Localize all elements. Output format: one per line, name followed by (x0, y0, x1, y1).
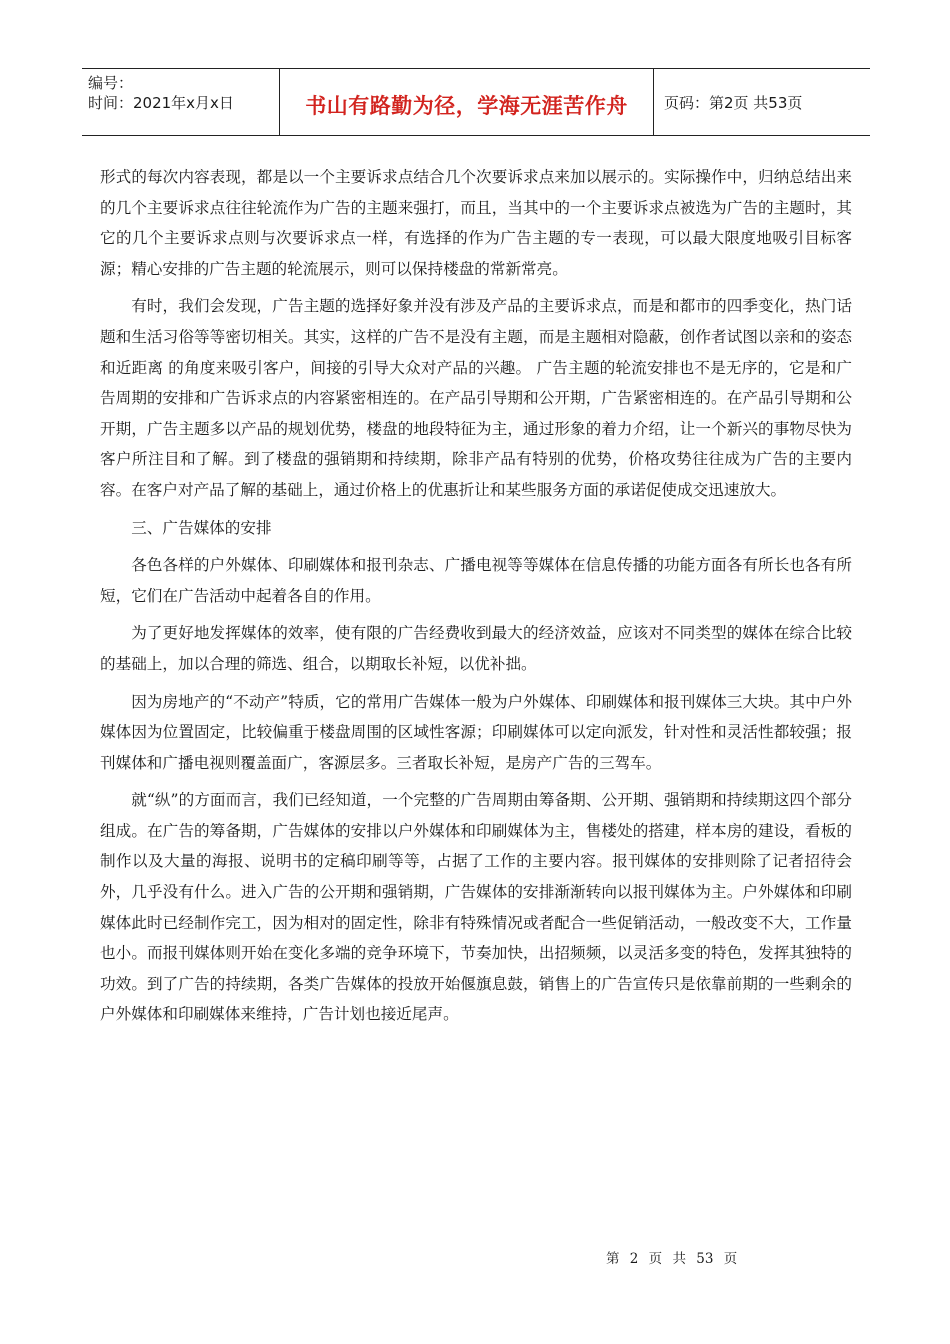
document-body (100, 162, 852, 1037)
motto-text: 书山有路勤为径，学海无涯苦作舟 (305, 94, 628, 118)
section-heading: 三、广告媒体的安排 (131, 518, 272, 537)
paragraph: 各色各样的户外媒体、印刷媒体和报刊杂志、广播电视等等媒体在信息传播的功能方面各有所长也各有所短，它们在广告活动中起着各自的作用。 (100, 556, 852, 605)
header-motto (280, 69, 654, 135)
serial-number-label: 编号： (88, 74, 134, 92)
page-header (82, 68, 870, 136)
paragraph: 为了更好地发挥媒体的效率，使有限的广告经费收到最大的经济效益，应该对不同类型的媒体在综合比较的基础上，加以合理的筛选、组合，以期取长补短，以优补拙。 (100, 624, 852, 673)
paragraph: 就“纵”的方面而言，我们已经知道，一个完整的广告周期由筹备期、公开期、强销期和持续期这四个部分组成。在广告的筹备期，广告媒体的安排以户外媒体和印刷媒体为主，售楼处的搭建，样本房的建设，看板的制作以及大量的海报、说明书的定稿印刷等等，占据了工作的主要内容。报刊媒体的安排则除了记者招待会外，几乎没有什么。进入广告的公开期和强销期，广告媒体的安排渐渐转向以报刊媒体为主。户外媒体和印刷媒体此时已经制作完工，因为相对的固定性，除非有特殊情况或者配合一些促销活动，一般改变不大，工作量也小。而报刊媒体则开始在变化多端的竞争环境下，节奏加快，出招频频，以灵活多变的特色，发挥其独特的功效。到了广告的持续期，各类广告媒体的投放开始偃旗息鼓，销售上的广告宣传只是依靠前期的一些剩余的户外媒体和印刷媒体来维持，广告计划也接近尾声。 (100, 791, 852, 1024)
page-footer (606, 1247, 737, 1267)
paragraph: 有时，我们会发现，广告主题的选择好象并没有涉及产品的主要诉求点，而是和都市的四季变化，热门话题和生活习俗等等密切相关。其实，这样的广告不是没有主题，而是主题相对隐蔽，创作者试图以亲和的姿态和近距离 的角度来吸引客户，间接的引导大众对产品的兴趣。 广告主题的轮流安排也不是无序的，它是和广告周期的安排和广告诉求点的内容紧密相连的。在产品引导期和公开期，广告紧密相连的。在产品引导期和公开期，广告主题多以产品的规划优势，楼盘的地段特征为主，通过形象的着力介绍，让一个新兴的事物尽快为客户所注目和了解。到了楼盘的强销期和持续期，除非产品有特别的优势，价格攻势往往成为广告的主要内容。在客户对产品了解的基础上，通过价格上的优惠折让和某些服务方面的承诺促使成交迅速放大。 (100, 297, 852, 499)
paragraph: 形式的每次内容表现，都是以一个主要诉求点结合几个次要诉求点来加以展示的。实际操作中，归纳总结出来的几个主要诉求点往往轮流作为广告的主题来强打，而且，当其中的一个主要诉求点被选为广告的主题时，其它的几个主要诉求点则与次要诉求点一样，有选择的作为广告主题的专一表现，可以最大限度地吸引目标客源；精心安排的广告主题的轮流展示，则可以保持楼盘的常新常亮。 (100, 168, 852, 278)
date-label: 时间：2021年x月x日 (88, 94, 234, 112)
paragraph: 因为房地产的“不动产”特质，它的常用广告媒体一般为户外媒体、印刷媒体和报刊媒体三大块。其中户外媒体因为位置固定，比较偏重于楼盘周围的区域性客源；印刷媒体可以定向派发，针对性和灵活性都较强；报刊媒体和广播电视则覆盖面广，客源层多。三者取长补短，是房产广告的三驾车。 (100, 692, 852, 772)
header-meta (82, 69, 280, 135)
page-info-text: 页码：第2页 共53页 (664, 93, 803, 112)
footer-page-number: 第 2 页 共 53 页 (606, 1251, 738, 1267)
header-page-info (654, 69, 870, 135)
